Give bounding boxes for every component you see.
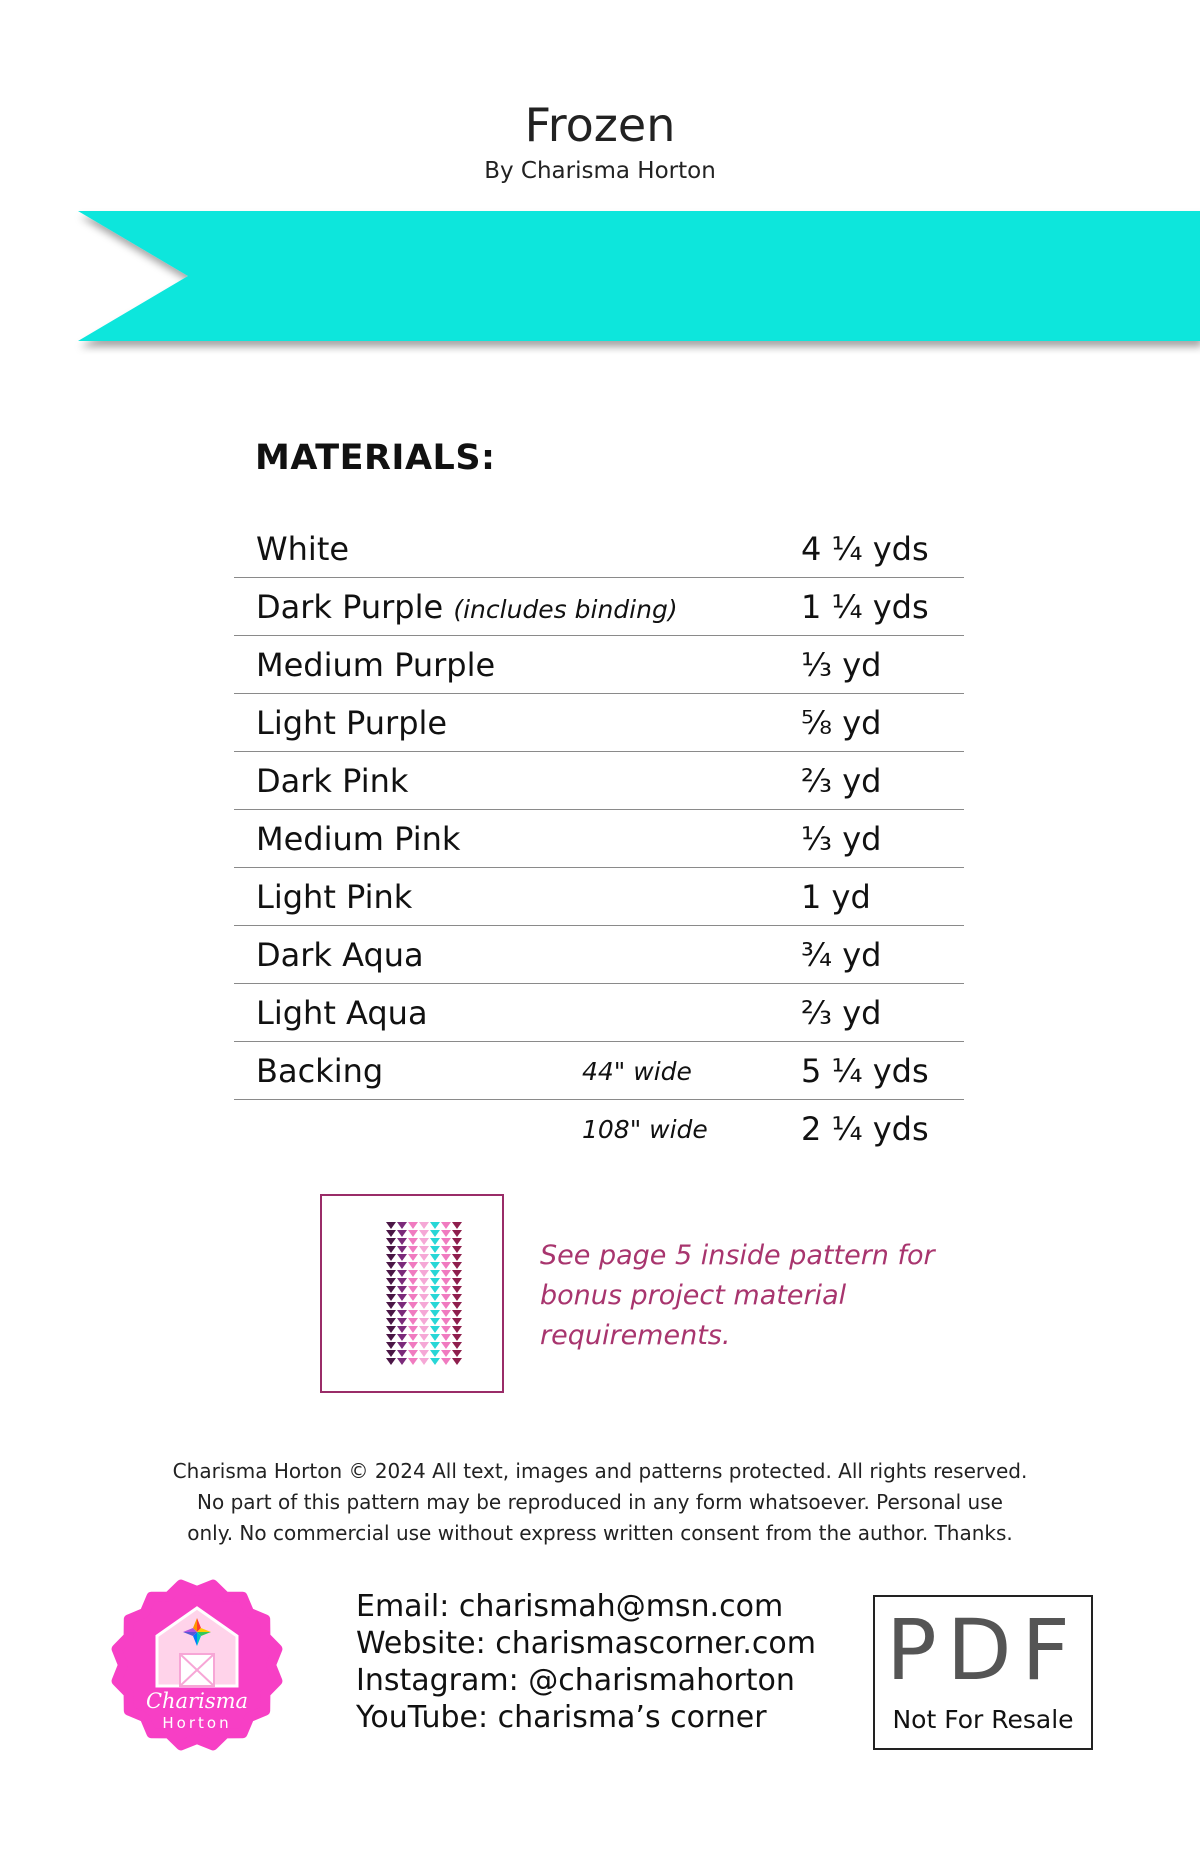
material-row	[234, 578, 964, 636]
material-name	[256, 646, 495, 684]
bonus-triangle	[452, 1310, 462, 1317]
material-row	[234, 1100, 964, 1158]
material-name-text: Medium Pink	[256, 820, 461, 858]
header-banner	[0, 205, 1200, 355]
bonus-triangle	[452, 1342, 462, 1349]
bonus-triangle	[386, 1350, 396, 1357]
bonus-triangle	[408, 1238, 418, 1245]
material-amount: 1 yd	[801, 878, 871, 916]
bonus-triangle	[419, 1254, 429, 1261]
bonus-triangle	[408, 1294, 418, 1301]
material-amount: ¾ yd	[801, 936, 882, 974]
bonus-triangle	[441, 1358, 451, 1365]
bonus-triangle	[452, 1246, 462, 1253]
material-note: (includes binding)	[453, 595, 678, 624]
bonus-triangle	[430, 1262, 440, 1269]
bonus-triangle	[408, 1222, 418, 1229]
material-name-text: Medium Purple	[256, 646, 496, 684]
material-row	[234, 1042, 964, 1100]
bonus-triangle	[441, 1254, 451, 1261]
material-name	[256, 704, 447, 742]
bonus-triangle	[397, 1286, 407, 1293]
bonus-triangle	[441, 1270, 451, 1277]
material-amount: ⅓ yd	[801, 646, 882, 684]
bonus-project-thumbnail	[320, 1194, 504, 1393]
material-row	[234, 926, 964, 984]
bonus-triangle	[430, 1270, 440, 1277]
bonus-triangle-pattern	[322, 1196, 502, 1391]
bonus-triangle	[386, 1238, 396, 1245]
bonus-triangle	[419, 1358, 429, 1365]
bonus-triangle	[397, 1294, 407, 1301]
material-row	[234, 520, 964, 578]
material-amount: 4 ¼ yds	[801, 530, 929, 568]
material-name	[256, 1052, 383, 1090]
bonus-triangle	[397, 1326, 407, 1333]
bonus-triangle	[430, 1350, 440, 1357]
bonus-triangle	[452, 1254, 462, 1261]
material-width: 108" wide	[582, 1115, 708, 1144]
copyright-notice	[150, 1456, 1050, 1549]
bonus-triangle	[452, 1334, 462, 1341]
material-name	[256, 820, 460, 858]
bonus-triangle	[386, 1342, 396, 1349]
bonus-triangle	[397, 1246, 407, 1253]
material-amount: ⅔ yd	[801, 994, 882, 1032]
bonus-triangle	[408, 1326, 418, 1333]
bonus-triangle	[441, 1294, 451, 1301]
material-row	[234, 752, 964, 810]
pdf-not-for-resale-badge	[873, 1595, 1093, 1750]
bonus-triangle	[397, 1262, 407, 1269]
bonus-triangle	[452, 1326, 462, 1333]
bonus-triangle	[397, 1350, 407, 1357]
material-amount: ⅝ yd	[801, 704, 882, 742]
material-name-text: Light Aqua	[256, 994, 428, 1032]
bonus-triangle	[430, 1310, 440, 1317]
bonus-triangle	[441, 1230, 451, 1237]
copyright-line: No part of this pattern may be reproduced in any form whatsoever. Personal use	[197, 1490, 1003, 1514]
bonus-triangle	[430, 1302, 440, 1309]
bonus-triangle	[419, 1278, 429, 1285]
banner-ribbon	[78, 211, 1200, 341]
bonus-triangle	[408, 1270, 418, 1277]
contact-website: Website: charismascorner.com	[356, 1626, 816, 1661]
bonus-triangle	[397, 1334, 407, 1341]
contact-youtube: YouTube: charisma’s corner	[356, 1700, 767, 1735]
material-amount: 2 ¼ yds	[801, 1110, 929, 1148]
material-name	[256, 878, 412, 916]
bonus-triangle	[408, 1286, 418, 1293]
bonus-triangle	[386, 1278, 396, 1285]
bonus-triangle	[408, 1262, 418, 1269]
bonus-triangle	[452, 1318, 462, 1325]
materials-table	[234, 520, 964, 1158]
logo-name-line1: Charisma	[145, 1689, 249, 1713]
bonus-triangle	[419, 1270, 429, 1277]
bonus-triangle	[419, 1246, 429, 1253]
bonus-triangle	[441, 1310, 451, 1317]
bonus-triangle	[397, 1230, 407, 1237]
bonus-triangle	[397, 1318, 407, 1325]
bonus-triangle	[419, 1230, 429, 1237]
author-byline: By Charisma Horton	[484, 158, 716, 184]
bonus-triangle	[397, 1270, 407, 1277]
bonus-triangle	[430, 1342, 440, 1349]
material-name-text: Dark Aqua	[256, 936, 424, 974]
bonus-triangle	[386, 1230, 396, 1237]
bonus-triangle	[397, 1342, 407, 1349]
contact-instagram: Instagram: @charismahorton	[356, 1663, 795, 1698]
bonus-triangle	[408, 1278, 418, 1285]
not-for-resale-label: Not For Resale	[892, 1705, 1074, 1734]
material-name-text: White	[256, 530, 350, 568]
bonus-triangle	[441, 1262, 451, 1269]
bonus-triangle	[386, 1302, 396, 1309]
bonus-triangle	[408, 1254, 418, 1261]
bonus-triangle	[397, 1358, 407, 1365]
material-row	[234, 810, 964, 868]
bonus-triangle	[386, 1334, 396, 1341]
bonus-triangle	[408, 1246, 418, 1253]
bonus-triangle	[452, 1230, 462, 1237]
material-name	[256, 762, 408, 800]
bonus-triangle	[441, 1342, 451, 1349]
material-width: 44" wide	[582, 1057, 692, 1086]
bonus-triangle	[386, 1270, 396, 1277]
bonus-triangle	[419, 1286, 429, 1293]
contact-info	[356, 1588, 816, 1736]
bonus-triangle	[441, 1302, 451, 1309]
charisma-horton-logo	[110, 1578, 284, 1752]
material-name-text: Backing	[256, 1052, 384, 1090]
bonus-triangle	[441, 1238, 451, 1245]
contact-email: Email: charismah@msn.com	[356, 1589, 784, 1624]
material-name	[256, 994, 428, 1032]
bonus-triangle	[452, 1262, 462, 1269]
bonus-triangle	[397, 1310, 407, 1317]
bonus-triangle	[430, 1246, 440, 1253]
bonus-triangle	[452, 1302, 462, 1309]
bonus-triangle	[441, 1334, 451, 1341]
bonus-triangle	[386, 1358, 396, 1365]
bonus-triangle	[408, 1358, 418, 1365]
material-name-text: Light Purple	[256, 704, 448, 742]
material-row	[234, 694, 964, 752]
bonus-triangle	[419, 1318, 429, 1325]
bonus-note: See page 5 inside pattern for bonus project material requirements.	[540, 1240, 935, 1351]
bonus-triangle	[452, 1222, 462, 1229]
bonus-triangle	[430, 1294, 440, 1301]
materials-heading: MATERIALS:	[255, 438, 496, 478]
bonus-triangle	[386, 1326, 396, 1333]
pattern-title: Frozen	[524, 98, 676, 152]
bonus-triangle	[452, 1350, 462, 1357]
bonus-triangle	[408, 1230, 418, 1237]
material-name-text: Light Pink	[256, 878, 413, 916]
material-row	[234, 868, 964, 926]
material-row	[234, 636, 964, 694]
pdf-label: PDF	[886, 1601, 1080, 1699]
bonus-triangle	[386, 1246, 396, 1253]
material-name	[256, 588, 678, 626]
bonus-triangle	[408, 1318, 418, 1325]
material-amount: ⅓ yd	[801, 820, 882, 858]
bonus-triangle	[452, 1270, 462, 1277]
bonus-triangle	[408, 1342, 418, 1349]
bonus-triangle	[430, 1222, 440, 1229]
bonus-triangle	[430, 1286, 440, 1293]
bonus-triangle	[408, 1302, 418, 1309]
bonus-triangle	[452, 1238, 462, 1245]
bonus-triangle	[419, 1294, 429, 1301]
bonus-triangle	[408, 1334, 418, 1341]
bonus-triangle	[419, 1262, 429, 1269]
bonus-triangle	[419, 1222, 429, 1229]
bonus-triangle	[419, 1334, 429, 1341]
bonus-triangle	[441, 1278, 451, 1285]
bonus-triangle	[419, 1302, 429, 1309]
bonus-triangle	[397, 1278, 407, 1285]
bonus-triangle	[397, 1222, 407, 1229]
bonus-triangle	[397, 1238, 407, 1245]
bonus-triangle	[430, 1358, 440, 1365]
material-name	[256, 530, 349, 568]
logo-name-line2: Horton	[162, 1714, 232, 1732]
material-name-text: Dark Purple	[256, 588, 444, 626]
bonus-triangle	[430, 1278, 440, 1285]
material-amount: ⅔ yd	[801, 762, 882, 800]
bonus-triangle	[386, 1294, 396, 1301]
bonus-triangle	[430, 1254, 440, 1261]
material-name-text: Dark Pink	[256, 762, 409, 800]
bonus-triangle	[386, 1262, 396, 1269]
bonus-triangle	[386, 1222, 396, 1229]
bonus-triangle	[452, 1358, 462, 1365]
bonus-triangle	[430, 1318, 440, 1325]
bonus-triangle	[408, 1310, 418, 1317]
bonus-triangle	[452, 1294, 462, 1301]
bonus-triangle	[397, 1254, 407, 1261]
bonus-triangle	[419, 1310, 429, 1317]
bonus-triangle	[386, 1318, 396, 1325]
bonus-triangle	[408, 1350, 418, 1357]
bonus-triangle	[419, 1350, 429, 1357]
material-row	[234, 984, 964, 1042]
bonus-triangle	[430, 1230, 440, 1237]
bonus-triangle	[430, 1334, 440, 1341]
bonus-triangle	[441, 1318, 451, 1325]
bonus-triangle	[430, 1326, 440, 1333]
bonus-triangle	[452, 1278, 462, 1285]
bonus-triangle	[441, 1246, 451, 1253]
bonus-triangle	[386, 1286, 396, 1293]
copyright-line: Charisma Horton © 2024 All text, images and patterns protected. All rights reserved.	[172, 1459, 1028, 1483]
bonus-triangle	[397, 1302, 407, 1309]
bonus-triangle	[441, 1286, 451, 1293]
bonus-triangle	[430, 1238, 440, 1245]
copyright-line: only. No commercial use without express written consent from the author. Thanks.	[187, 1521, 1013, 1545]
bonus-triangle	[441, 1326, 451, 1333]
material-amount: 5 ¼ yds	[801, 1052, 929, 1090]
bonus-triangle	[419, 1342, 429, 1349]
bonus-triangle	[386, 1254, 396, 1261]
bonus-triangle	[419, 1326, 429, 1333]
bonus-triangle	[441, 1350, 451, 1357]
material-name	[256, 936, 424, 974]
material-amount: 1 ¼ yds	[801, 588, 929, 626]
bonus-triangle	[452, 1286, 462, 1293]
bonus-triangle	[386, 1310, 396, 1317]
bonus-triangle	[419, 1238, 429, 1245]
bonus-triangle	[441, 1222, 451, 1229]
